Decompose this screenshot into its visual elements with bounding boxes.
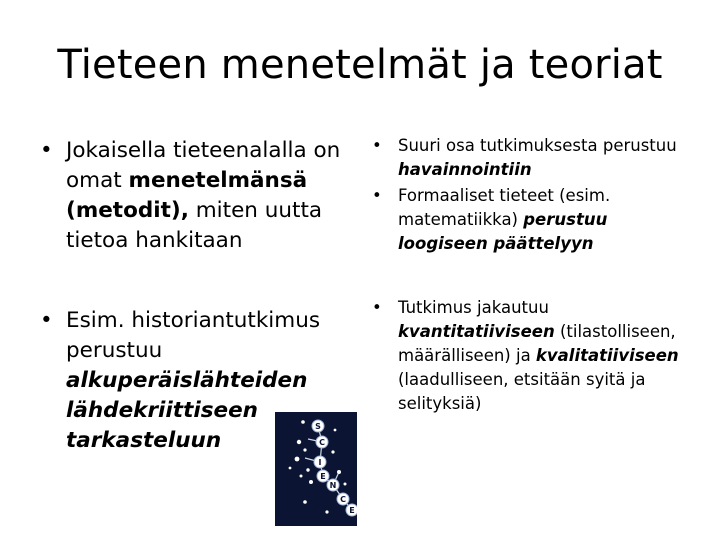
right-bullet-3: • Tutkimus jakautuu kvantitatiiviseen (tilastolliseen, määrälliseen) ja kvalitatiiviseen (laadulliseen, etsitään syitä ja selityksiä) — [372, 298, 679, 413]
svg-text:N: N — [329, 481, 337, 490]
right-bullet-2: • Formaaliset tieteet (esim. matematiikka) perustuu loogiseen päättelyyn — [372, 186, 611, 253]
svg-text:S: S — [315, 422, 321, 431]
right-bullet-1: • Suuri osa tutkimuksesta perustuu havainnointiin — [372, 136, 677, 179]
logo-letter-atom — [314, 456, 326, 468]
bullet-dot: • — [372, 186, 382, 205]
logo-letter-atom — [337, 493, 349, 505]
logo-letter-atom — [312, 420, 324, 432]
bullet-dot: • — [40, 308, 53, 333]
logo-letter-atom — [346, 504, 357, 516]
slide-title: Tieteen menetelmät ja teoriat — [57, 42, 663, 88]
logo-letter-atom — [327, 479, 339, 491]
svg-text:C: C — [319, 438, 325, 447]
svg-text:E: E — [349, 506, 355, 515]
svg-text:E: E — [320, 472, 326, 481]
left-bullet-1: • Jokaisella tieteenalalla on omat menetelmänsä (metodit), miten uutta tietoa hankitaan — [40, 138, 341, 253]
bullet-dot: • — [372, 298, 382, 317]
logo-letter-atom — [316, 436, 328, 448]
logo-letter-atom — [317, 470, 329, 482]
bullet-dot: • — [40, 138, 53, 163]
svg-text:C: C — [340, 495, 346, 504]
left-bullet-2: • Esim. historiantutkimus perustuu alkuperäislähteiden lähdekriittiseen tarkasteluun — [40, 308, 321, 453]
bullet-dot: • — [372, 136, 382, 155]
left-column — [40, 136, 360, 456]
science-molecule-logo — [275, 412, 357, 526]
right-column — [372, 134, 702, 416]
svg-text:I: I — [318, 458, 322, 467]
